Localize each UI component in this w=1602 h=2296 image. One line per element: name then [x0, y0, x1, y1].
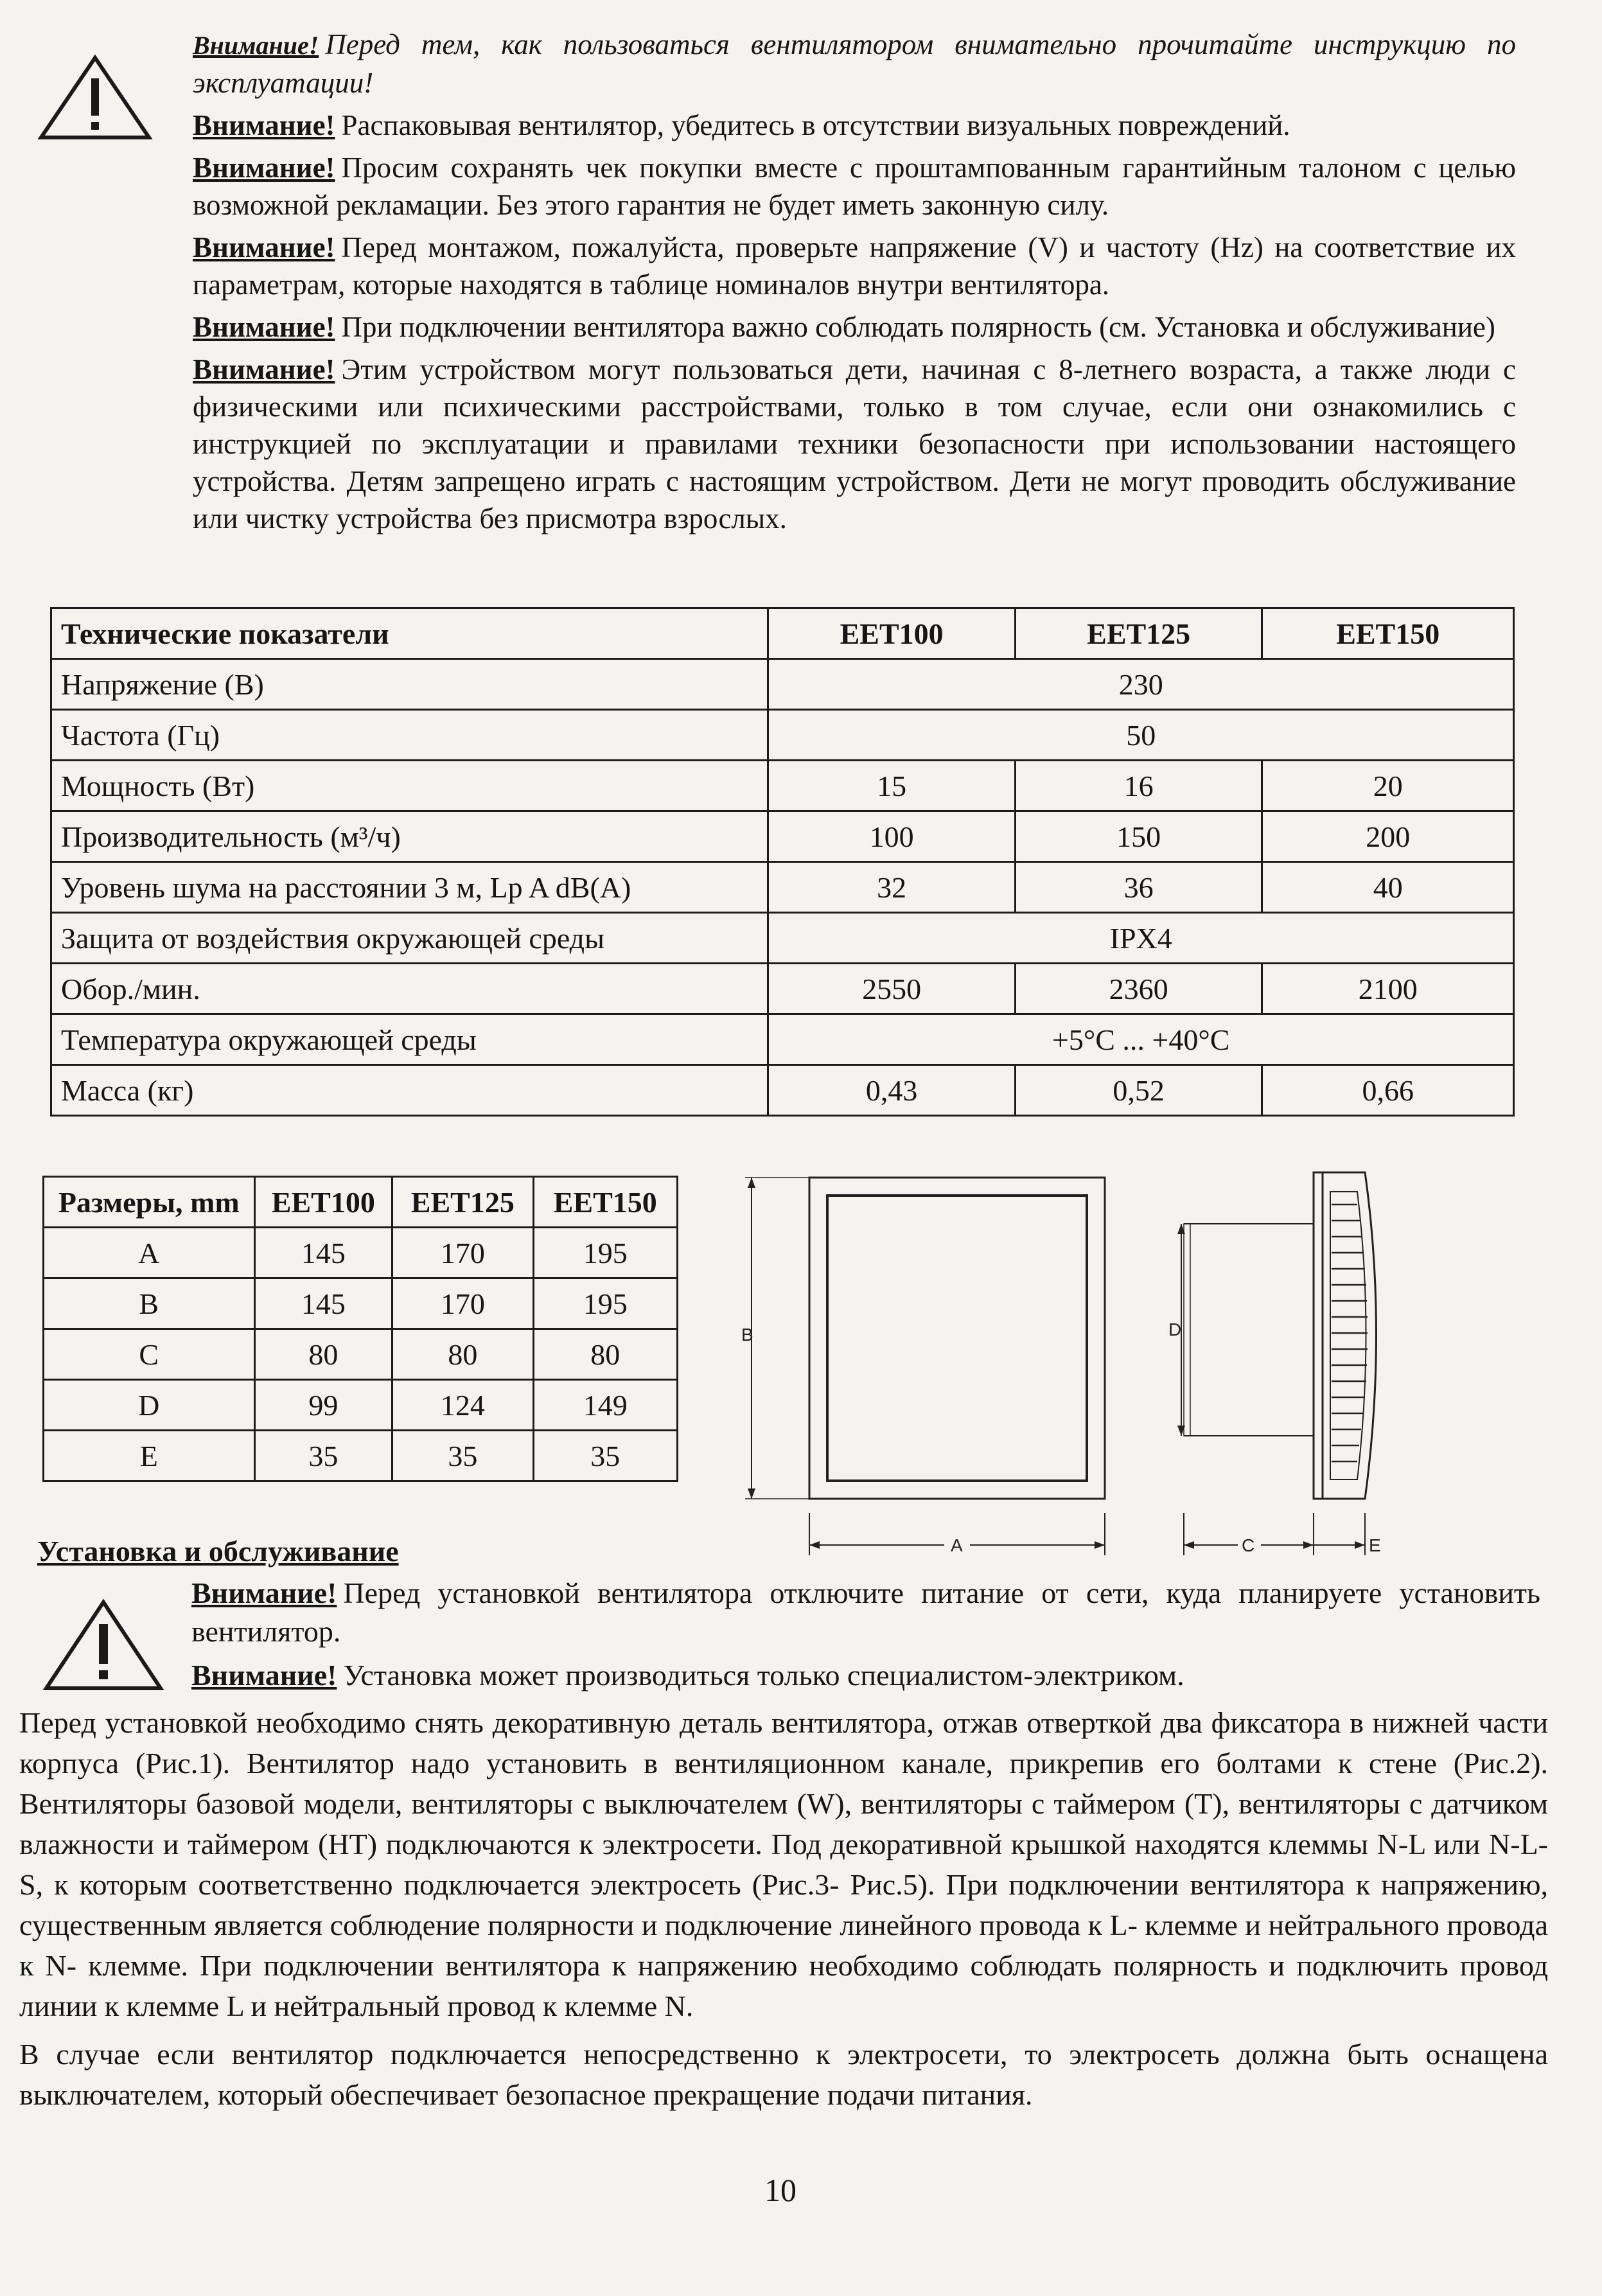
- installation-warning-1: Внимание! Перед установкой вентилятора отключите питание от сети, куда планируете установить вентилятор.: [191, 1576, 1540, 1648]
- row-value: 0,66: [1262, 1065, 1514, 1116]
- section-title-installation: Установка и обслуживание: [37, 1535, 399, 1567]
- dimensions-table: [42, 1176, 678, 1482]
- warning-label: Внимание!: [193, 31, 319, 60]
- table-row: [51, 761, 1514, 811]
- row-value: 50: [768, 710, 1514, 761]
- table-header-cell: EET150: [1262, 608, 1514, 659]
- table-row: [44, 1329, 678, 1380]
- table-header-cell: EET150: [533, 1177, 677, 1228]
- row-value: 2360: [1015, 964, 1262, 1014]
- installation-warnings: [191, 1574, 1540, 1700]
- table-row: [51, 659, 1514, 710]
- warning-label: Внимание!: [193, 152, 335, 184]
- dim-value: 80: [533, 1329, 677, 1380]
- row-value: 16: [1015, 761, 1262, 811]
- table-row: [51, 913, 1514, 964]
- warning-label: Внимание!: [193, 353, 335, 385]
- table-row: [44, 1228, 678, 1278]
- row-value: 36: [1015, 862, 1262, 913]
- row-value: 15: [768, 761, 1016, 811]
- dim-value: 195: [533, 1278, 677, 1329]
- dim-value: 145: [254, 1278, 392, 1329]
- dim-value: 80: [392, 1329, 533, 1380]
- row-value: 0,52: [1015, 1065, 1262, 1116]
- table-row: [44, 1380, 678, 1431]
- table-row: [51, 964, 1514, 1014]
- installation-warning-2: Внимание! Установка может производиться только специалистом-электриком.: [191, 1659, 1184, 1691]
- dim-value: 195: [533, 1228, 677, 1278]
- table-header-cell: Размеры, mm: [44, 1177, 255, 1228]
- dim-value: 35: [533, 1431, 677, 1481]
- row-label: Производительность (м³/ч): [51, 811, 768, 862]
- dim-label-d: D: [1168, 1320, 1182, 1339]
- dim-value: 35: [254, 1431, 392, 1481]
- dim-label-a: A: [951, 1535, 963, 1555]
- page-number: 10: [764, 2172, 797, 2208]
- table-row: [51, 1065, 1514, 1116]
- table-header-row: [51, 608, 1514, 659]
- table-header-cell: Технические показатели: [51, 608, 768, 659]
- row-label: Частота (Гц): [51, 710, 768, 761]
- warning-6: Внимание! Этим устройством могут пользоваться дети, начиная с 8-летнего возраста, а также люди с физическими или психическими расстройствами, только в том случае, если они ознакомились с инструкцией по эксплуатации и правилами техники безопасности при использовании настоящего устройства. Детям запрещено играть с настоящим устройством. Дети не могут проводить обслуживание или чистку устройства без присмотра взрослых.: [193, 353, 1516, 534]
- row-label: Обор./мин.: [51, 964, 768, 1014]
- warning-label: Внимание!: [191, 1659, 337, 1691]
- dim-value: 149: [533, 1380, 677, 1431]
- dim-label: E: [44, 1431, 255, 1481]
- row-value: 20: [1262, 761, 1514, 811]
- warning-3: Внимание! Просим сохранять чек покупки вместе с проштампованным гарантийным талоном с целью возможной рекламации. Без этого гарантия не будет иметь законную силу.: [193, 152, 1516, 221]
- row-label: Напряжение (В): [51, 659, 768, 710]
- warning-1: Внимание! Перед тем, как пользоваться вентилятором внимательно прочитайте инструкцию по эксплуатации!: [193, 28, 1516, 99]
- table-header-cell: EET100: [768, 608, 1016, 659]
- table-row: [44, 1431, 678, 1481]
- warning-4: Внимание! Перед монтажом, пожалуйста, проверьте напряжение (V) и частоту (Hz) на соответствие их параметрам, которые находятся в таблице номиналов внутри вентилятора.: [193, 231, 1516, 301]
- tech-specs-table: [50, 607, 1515, 1117]
- dim-value: 35: [392, 1431, 533, 1481]
- side-view-drawing: [1166, 1166, 1577, 1564]
- dim-value: 124: [392, 1380, 533, 1431]
- warning-2: Внимание! Распаковывая вентилятор, убедитесь в отсутствии визуальных повреждений.: [193, 109, 1290, 141]
- dim-label-b: B: [741, 1325, 753, 1345]
- row-label: Масса (кг): [51, 1065, 768, 1116]
- warnings-top: [193, 26, 1516, 542]
- row-value: 100: [768, 811, 1016, 862]
- dim-value: 99: [254, 1380, 392, 1431]
- installation-body: [19, 1702, 1548, 2123]
- dim-label: A: [44, 1228, 255, 1278]
- table-row: [44, 1278, 678, 1329]
- table-row: [51, 1014, 1514, 1065]
- row-value: 2550: [768, 964, 1016, 1014]
- front-view-drawing: [732, 1166, 1150, 1564]
- installation-paragraph-2: В случае если вентилятор подключается непосредственно к электросети, то электросеть должна быть оснащена выключателем, который обеспечивает безопасное прекращение подачи питания.: [19, 2038, 1548, 2111]
- dim-label: B: [44, 1278, 255, 1329]
- table-row: [51, 811, 1514, 862]
- row-value: 32: [768, 862, 1016, 913]
- table-row: [51, 862, 1514, 913]
- table-header-cell: EET125: [1015, 608, 1262, 659]
- dim-label-e: E: [1369, 1535, 1381, 1555]
- row-label: Защита от воздействия окружающей среды: [51, 913, 768, 964]
- row-value: 230: [768, 659, 1514, 710]
- table-row: [51, 710, 1514, 761]
- dim-value: 80: [254, 1329, 392, 1380]
- dim-value: 170: [392, 1278, 533, 1329]
- warning-label: Внимание!: [191, 1576, 337, 1609]
- row-label: Мощность (Вт): [51, 761, 768, 811]
- row-value: 0,43: [768, 1065, 1016, 1116]
- table-header-cell: EET100: [254, 1177, 392, 1228]
- row-label: Температура окружающей среды: [51, 1014, 768, 1065]
- warning-triangle-icon: [42, 1597, 164, 1693]
- warning-triangle-icon: [37, 53, 153, 143]
- table-header-row: [44, 1177, 678, 1228]
- dim-label: D: [44, 1380, 255, 1431]
- warning-label: Внимание!: [193, 109, 335, 141]
- row-value: IPX4: [768, 913, 1514, 964]
- row-value: +5°C ... +40°C: [768, 1014, 1514, 1065]
- row-value: 200: [1262, 811, 1514, 862]
- installation-paragraph-1: Перед установкой необходимо снять декоративную деталь вентилятора, отжав отверткой два фиксатора в нижней части корпуса (Рис.1). Вентилятор надо установить в вентиляционном канале, прикрепив его болтами к стене (Рис.2). Вентиляторы базовой модели, вентиляторы с выключателем (W), вентиляторы с таймером (T), вентиляторы с датчиком влажности и таймером (HT) подключаются к электросети. Под декоративной крышкой находятся клеммы N-L или N-L-S, к которым соответственно подключается электросеть (Рис.3- Рис.5). При подключении вентилятора к напряжению, существенным является соблюдение полярности и подключение линейного провода к L- клемме и нейтрального провода к N- клемме. При подключении вентилятора к напряжению необходимо соблюдать полярность и подключить провод линии к клемме L и нейтральный провод к клемме N.: [19, 1706, 1548, 2022]
- dim-label-c: C: [1242, 1535, 1255, 1555]
- dim-value: 145: [254, 1228, 392, 1278]
- table-header-cell: EET125: [392, 1177, 533, 1228]
- warning-label: Внимание!: [193, 231, 335, 263]
- row-value: 40: [1262, 862, 1514, 913]
- row-value: 150: [1015, 811, 1262, 862]
- dim-label: C: [44, 1329, 255, 1380]
- dim-value: 170: [392, 1228, 533, 1278]
- row-value: 2100: [1262, 964, 1514, 1014]
- warning-label: Внимание!: [193, 311, 335, 343]
- row-label: Уровень шума на расстоянии 3 м, Lp A dB(A): [51, 862, 768, 913]
- warning-5: Внимание! При подключении вентилятора важно соблюдать полярность (см. Установка и обслуживание): [193, 311, 1495, 343]
